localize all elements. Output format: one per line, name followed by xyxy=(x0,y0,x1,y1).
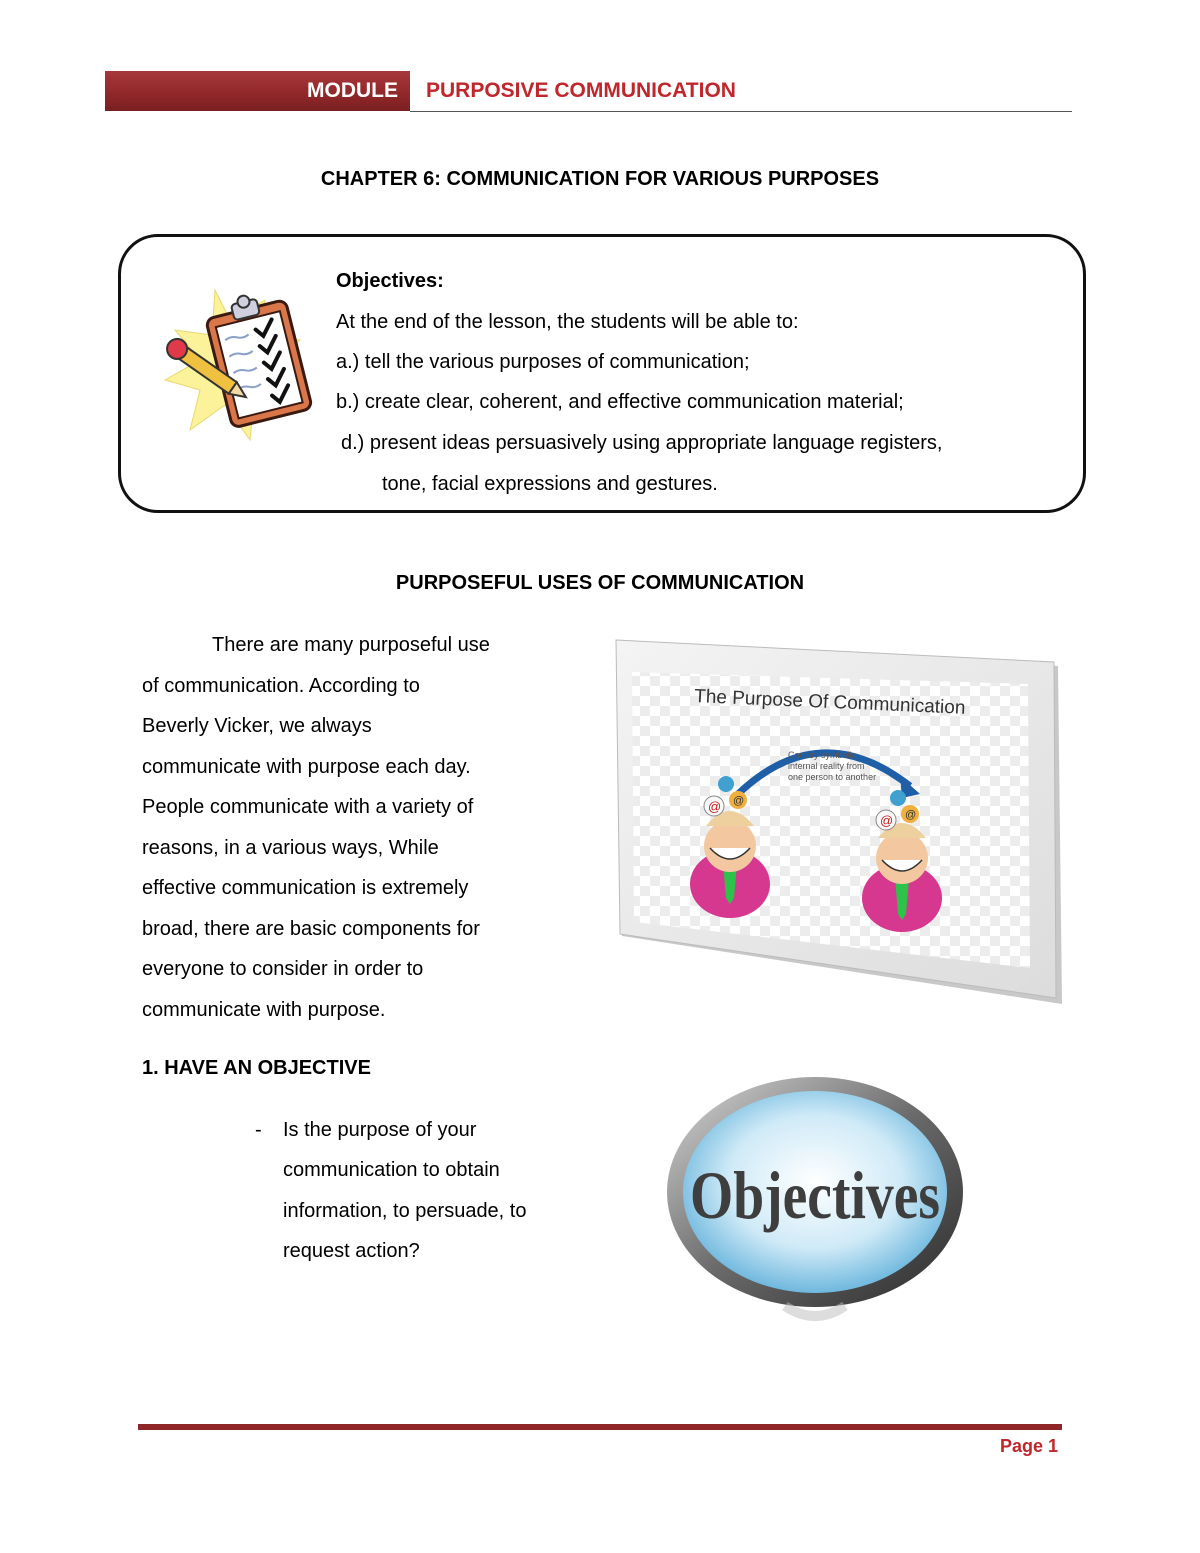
paragraph-line: There are many purposeful use xyxy=(212,634,490,656)
figure-caption-line: one person to another xyxy=(788,772,877,782)
chapter-title: CHAPTER 6: COMMUNICATION FOR VARIOUS PURPOSES xyxy=(320,168,880,190)
objective-item-d-line1: d.) present ideas persuasively using appropriate language registers, xyxy=(341,432,943,454)
bullet-line: Is the purpose of your xyxy=(283,1119,477,1141)
header-rule xyxy=(410,111,1072,112)
figure-caption-line: Convey symbolic xyxy=(788,750,857,760)
paragraph-line: communicate with purpose. xyxy=(142,999,386,1021)
module-label: MODULE xyxy=(307,79,398,102)
course-title: PURPOSIVE COMMUNICATION xyxy=(426,79,736,102)
bullet-dash: - xyxy=(255,1119,262,1141)
objective-item-b: b.) create clear, coherent, and effective communication material; xyxy=(336,391,904,413)
paragraph-line: broad, there are basic components for xyxy=(142,918,480,940)
bullet-line: information, to persuade, to xyxy=(283,1200,527,1222)
lens-word: Objectives xyxy=(690,1157,940,1233)
paragraph-line: of communication. According to xyxy=(142,675,420,697)
svg-text:@: @ xyxy=(880,813,894,828)
page-number: Page 1 xyxy=(999,1436,1058,1456)
figure-title: The Purpose Of Communication xyxy=(693,686,966,719)
bullet-line: communication to obtain xyxy=(283,1159,500,1181)
clipboard-checklist-icon xyxy=(160,280,320,445)
paragraph-line: People communicate with a variety of xyxy=(142,796,474,818)
bullet-line: request action? xyxy=(283,1240,420,1262)
point-1-heading: 1. HAVE AN OBJECTIVE xyxy=(142,1057,371,1079)
magnifying-glass-icon xyxy=(655,1070,965,1325)
paragraph-line: Beverly Vicker, we always xyxy=(142,715,372,737)
footer-rule xyxy=(138,1424,1062,1430)
objective-item-d-line2: tone, facial expressions and gestures. xyxy=(382,473,718,495)
objectives-intro: At the end of the lesson, the students will be able to: xyxy=(336,311,799,333)
objective-item-a: a.) tell the various purposes of communication; xyxy=(336,351,750,373)
objectives-heading: Objectives: xyxy=(336,270,444,292)
figure-caption-line: internal reality from xyxy=(788,761,865,771)
paragraph-line: reasons, in a various ways, While xyxy=(142,837,439,859)
paragraph-line: effective communication is extremely xyxy=(142,877,469,899)
svg-text:@: @ xyxy=(905,809,917,821)
paragraph-line: communicate with purpose each day. xyxy=(142,756,471,778)
purpose-of-communication-figure xyxy=(610,636,1070,1006)
svg-text:@: @ xyxy=(733,795,745,807)
svg-text:@: @ xyxy=(708,799,722,814)
paragraph-line: everyone to consider in order to xyxy=(142,958,424,980)
section-title: PURPOSEFUL USES OF COMMUNICATION xyxy=(395,572,805,594)
